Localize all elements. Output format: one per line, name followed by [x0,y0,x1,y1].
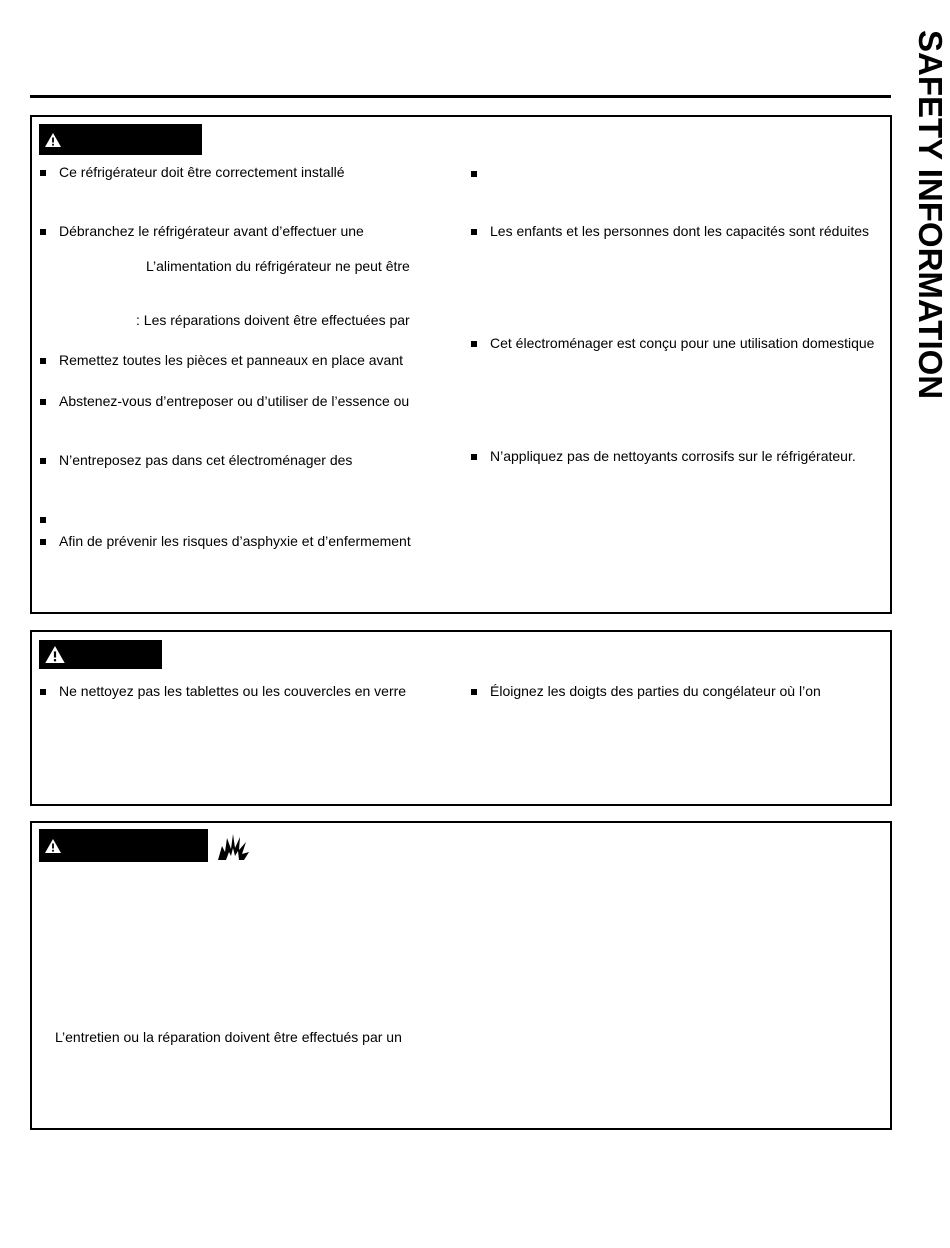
list-item-continuation: : Les réparations doivent être effectuées par [136,312,410,328]
list-item: Remettez toutes les pièces et panneaux en place avant [59,352,403,368]
list-item: Afin de prévenir les risques d’asphyxie et d’enfermement [59,533,411,549]
list-item-continuation: L’alimentation du réfrigérateur ne peut être [146,258,410,274]
list-item: Cet électroménager est conçu pour une utilisation domestique [490,335,875,351]
warning-badge-3 [39,829,208,862]
warning-triangle-icon [45,839,61,853]
warning-badge-2 [39,640,162,669]
list-item: Éloignez les doigts des parties du congélateur où l’on [490,683,821,699]
bullet [40,539,46,545]
bullet [40,399,46,405]
list-item: Ce réfrigérateur doit être correctement installé [59,164,345,180]
bullet [40,517,46,523]
flammable-burst-icon [216,832,250,862]
warning-badge-1 [39,124,202,155]
list-item: Les enfants et les personnes dont les capacités sont réduites [490,223,870,239]
bullet [471,171,477,177]
bullet [40,170,46,176]
list-item: Abstenez-vous d’entreposer ou d’utiliser de l’essence ou [59,393,410,409]
bullet [471,229,477,235]
bullet [40,229,46,235]
bullet [40,458,46,464]
warning-triangle-icon [45,133,61,147]
bullet [40,689,46,695]
list-item: N’entreposez pas dans cet électroménager des [59,452,353,468]
paragraph: L’entretien ou la réparation doivent être effectués par un [55,1029,402,1045]
list-item: Ne nettoyez pas les tablettes ou les couvercles en verre [59,683,407,699]
bullet [471,454,477,460]
list-item: Débranchez le réfrigérateur avant d’effectuer une [59,223,364,239]
side-title: SAFETY INFORMATION [912,30,949,400]
bullet [40,358,46,364]
bullet [471,341,477,347]
bullet [471,689,477,695]
warning-triangle-icon [45,646,65,663]
warning-box-3 [30,821,892,1130]
list-item: N’appliquez pas de nettoyants corrosifs sur le réfrigérateur. [490,448,856,464]
header-rule [30,95,891,98]
